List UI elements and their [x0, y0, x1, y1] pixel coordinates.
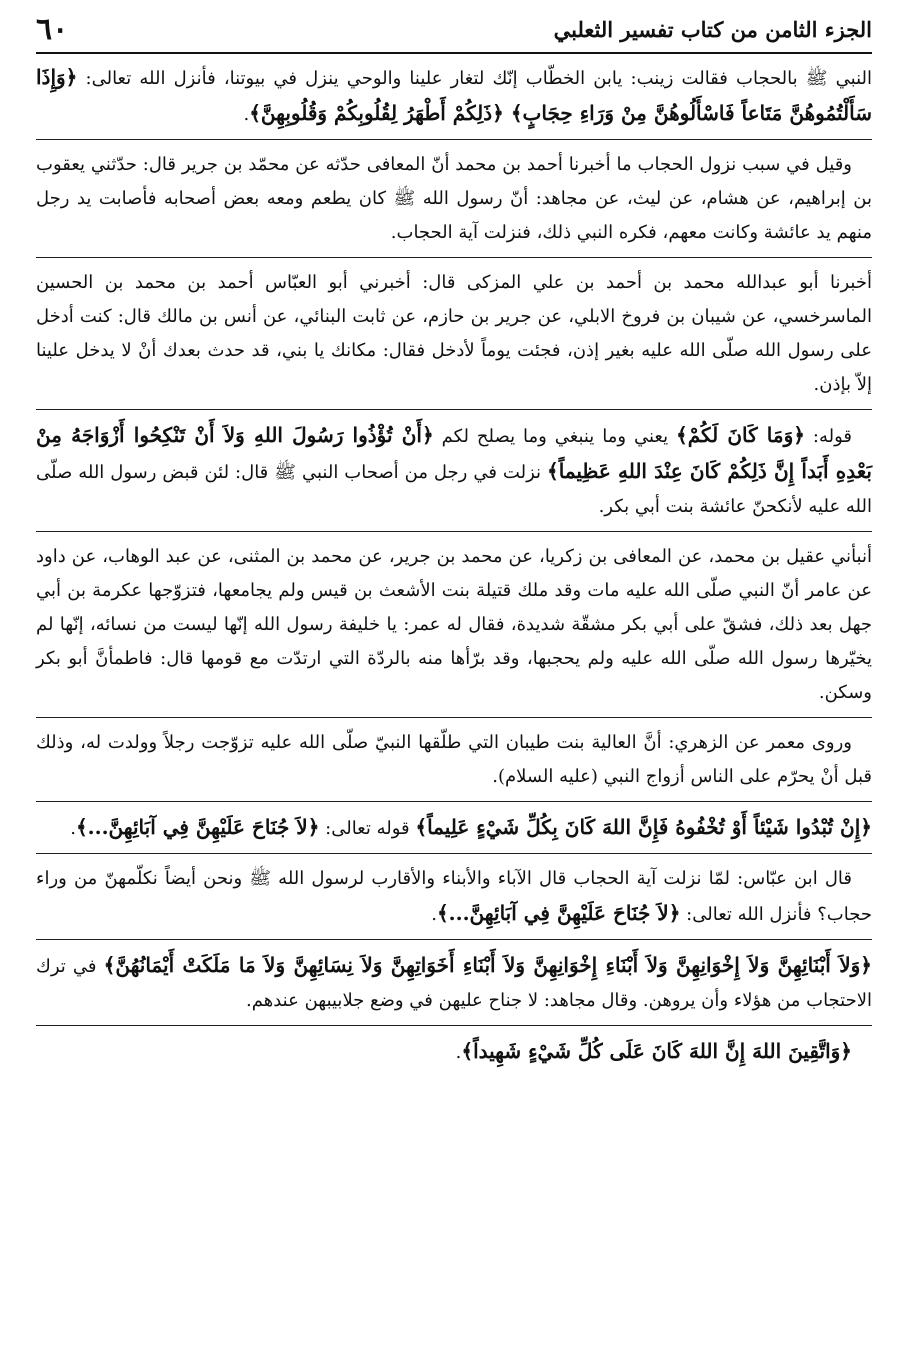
paragraph-divider	[36, 853, 872, 854]
quran-quote: ﴿وَاتَّقِينَ اللهَ إِنَّ اللهَ كَانَ عَلَى كُلِّ شَيْءٍ شَهِيداً﴾	[461, 1039, 852, 1063]
commentary-text: .	[431, 904, 437, 925]
commentary-text: .	[70, 818, 76, 839]
quran-quote: ﴿أَنْ تُؤْذُوا رَسُولَ اللهِ وَلاَ أَنْ تَنْكِحُوا أَزْوَاجَهُ مِنْ بَعْدِهِ أَبَداً إِنَّ ذَلِكُمْ كَانَ عِنْدَ اللهِ عَظِيماً﴾	[36, 423, 872, 483]
commentary-text: نزلت في رجل من أصحاب النبي ﷺ قال: لئن قبض رسول الله صلّى الله عليه لأنكحنّ عائشة بنت أبي بكر.	[36, 462, 872, 517]
quran-quote: ﴿وَلاَ أَبْنَائِهِنَّ وَلاَ إِخْوَانِهِنَّ وَلاَ أَبْنَاءِ إِخْوَانِهِنَّ وَلاَ أَبْنَاءِ أَخَوَاتِهِنَّ وَلاَ نِسَائِهِنَّ وَلاَ مَا مَلَكَتْ أَيْمَانُهُنَّ﴾	[103, 953, 873, 977]
paragraph-divider	[36, 801, 872, 802]
quran-quote: ﴿لاَ جُنَاحَ عَلَيْهِنَّ فِي آبَائِهِنَّ...﴾	[436, 901, 681, 925]
commentary-text: .	[243, 104, 250, 125]
paragraph-hijab-cause	[36, 148, 872, 250]
commentary-text: .	[455, 1042, 462, 1063]
commentary-text: وروى معمر عن الزهري: أنَّ العالية بنت طيبان التي طلّقها النبيّ صلّى الله عليه تزوّجت رجلاً وولدت له، وذلك قبل أنْ يحرّم على الناس أزواج النبي (عليه السلام).	[36, 732, 872, 787]
running-header	[36, 12, 872, 46]
page-number: ٦٠	[36, 12, 69, 47]
quran-quote: ﴿إِنْ تُبْدُوا شَيْئاً أَوْ تُخْفُوهُ فَإِنَّ اللهَ كَانَ بِكُلِّ شَيْءٍ عَلِيماً﴾	[415, 815, 872, 839]
paragraph-divider	[36, 1025, 872, 1026]
header-rule	[36, 52, 872, 54]
paragraph-divider	[36, 939, 872, 940]
paragraph-divider	[36, 139, 872, 140]
paragraph-ibn-abbas	[36, 862, 872, 932]
body-text	[36, 60, 872, 1070]
book-page	[36, 0, 872, 1365]
commentary-text: في ترك الاحتجاب من هؤلاء وأن يروهن. وقال مجاهد: لا جناح عليهن في وضع جلابيبهن عندهم.	[36, 956, 872, 1011]
commentary-text: أخبرنا أبو عبدالله محمد بن أحمد بن علي المزكى قال: أخبرني أبو العبّاس أحمد بن محمد بن الحسين الماسرخسي، عن شيبان بن فروخ الابلي، عن جرير بن حازم، عن ثابت البنائي، عن أنس بن مالك قال: كنت أدخل على رسول الله صلّى الله عليه بغير إذن، فجئت يوماً لأدخل فقال: مكانك يا بني، قد حدث بعدك أنْ لا يدخل علينا إلاّ بإذن.	[36, 272, 872, 395]
paragraph-zuhri-narration	[36, 726, 872, 794]
paragraph-verse-55	[36, 948, 872, 1018]
paragraph-divider	[36, 531, 872, 532]
commentary-text: قوله تعالى:	[319, 818, 416, 839]
paragraph-wives-verse	[36, 418, 872, 524]
paragraph-verse-54	[36, 810, 872, 846]
paragraph-divider	[36, 717, 872, 718]
paragraph-taqwa-verse	[36, 1034, 872, 1070]
quran-quote: ﴿وَإِذَا سَأَلْتُمُوهُنَّ مَتَاعاً فَاسْأَلُوهُنَّ مِنْ وَرَاءِ حِجَابٍ﴾ ﴿ذَلِكُمْ أَطْهَرُ لِقُلُوبِكُمْ وَقُلُوبِهِنَّ﴾	[36, 65, 872, 125]
commentary-text: وقيل في سبب نزول الحجاب ما أخبرنا أحمد بن محمد أنّ المعافى حدّثه عن محمّد بن جرير قال: حدّثني يعقوب بن إبراهيم، عن هشام، عن ليث، عن مجاهد: أنّ رسول الله ﷺ كان يطعم ومعه بعض أصحابه فأصابت يد رجل منهم يد عائشة وكانت معهم، فكره النبي ذلك، فنزلت آية الحجاب.	[36, 154, 872, 243]
quran-quote: ﴿لاَ جُنَاحَ عَلَيْهِنَّ فِي آبَائِهِنَّ...﴾	[75, 815, 320, 839]
paragraph-hijab-verse	[36, 60, 872, 132]
commentary-text: قوله:	[804, 426, 852, 447]
paragraph-divider	[36, 409, 872, 410]
paragraph-anas-narration	[36, 266, 872, 402]
commentary-text: النبي ﷺ بالحجاب فقالت زينب: يابن الخطّاب إنّك لتغار علينا والوحي ينزل في بيوتنا، فأنزل الله تعالى:	[77, 68, 872, 89]
commentary-text: أنبأني عقيل بن محمد، عن المعافى بن زكريا، عن محمد بن جرير، عن محمد بن المثنى، عن عبد الوهاب، عن داود عن عامر أنّ النبي صلّى الله عليه مات وقد ملك قتيلة بنت الأشعث بن قيس ولم يجامعها، فتزوّجها عكرمة بن أبي جهل بعد ذلك، فشقّ على أبي بكر مشقّة شديدة، فقال له عمر: يا خليفة رسول الله إنّها ليست من نسائه، إنّها لم يخيّرها رسول الله صلّى الله عليه ولم يحجبها، وقد برّأها منه بالردّة التي ارتدّت مع قومها قال: فاطمأنَّ أبو بكر وسكن.	[36, 546, 872, 703]
paragraph-divider	[36, 257, 872, 258]
commentary-text: قال ابن عبّاس: لمّا نزلت آية الحجاب قال الآباء والأبناء والأقارب لرسول الله ﷺ ونحن أيضاً نكلّمهنّ من وراء حجاب؟ فأنزل الله تعالى:	[36, 868, 872, 925]
book-title: الجزء الثامن من كتاب تفسير الثعلبي	[553, 16, 872, 42]
commentary-text: يعني وما ينبغي وما يصلح لكم	[433, 426, 676, 447]
paragraph-qutayla-narration	[36, 540, 872, 710]
quran-quote: ﴿وَمَا كَانَ لَكُمْ﴾	[676, 423, 805, 447]
